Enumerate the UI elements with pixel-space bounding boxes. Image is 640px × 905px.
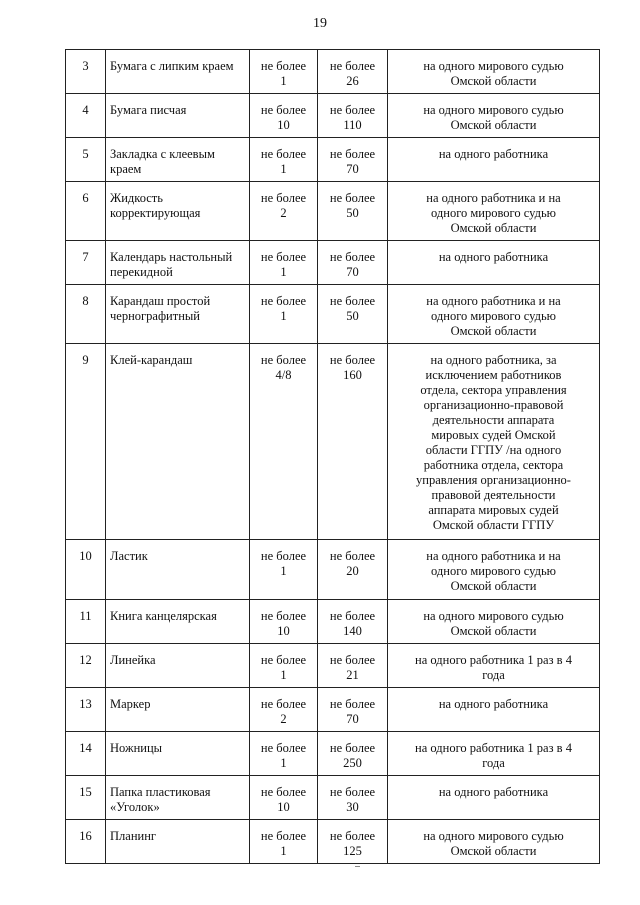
table-row bbox=[66, 50, 600, 94]
item-quantity-cell bbox=[250, 94, 318, 138]
item-name-cell bbox=[106, 50, 250, 94]
item-recipient: на одного мирового судью Омской области bbox=[423, 59, 564, 88]
item-quantity-cell bbox=[250, 820, 318, 864]
item-price-limit-cell bbox=[318, 688, 388, 732]
item-recipient-cell bbox=[388, 94, 600, 138]
row-number-cell bbox=[66, 688, 106, 732]
item-recipient: на одного работника bbox=[438, 697, 549, 711]
item-price-limit-cell bbox=[318, 285, 388, 344]
row-number-cell bbox=[66, 540, 106, 600]
table-row bbox=[66, 285, 600, 344]
item-recipient: на одного работника и на одного мирового судью Омской области bbox=[426, 549, 561, 593]
item-recipient: на одного мирового судью Омской области bbox=[423, 609, 564, 638]
item-quantity-cell bbox=[250, 344, 318, 540]
row-number: 8 bbox=[82, 294, 89, 308]
table-row bbox=[66, 540, 600, 600]
item-name: Планинг bbox=[110, 829, 157, 843]
item-price-limit: не более 70 bbox=[329, 697, 376, 726]
item-price-limit-cell bbox=[318, 540, 388, 600]
item-quantity-cell bbox=[250, 285, 318, 344]
item-recipient: на одного работника bbox=[438, 250, 549, 264]
table-row bbox=[66, 182, 600, 241]
item-name-cell bbox=[106, 285, 250, 344]
item-recipient-cell bbox=[388, 138, 600, 182]
item-name: Клей-карандаш bbox=[110, 353, 193, 367]
item-recipient-cell bbox=[388, 600, 600, 644]
item-price-limit: не более 140 bbox=[329, 609, 376, 638]
item-quantity: не более 1 bbox=[260, 829, 307, 858]
table-row bbox=[66, 241, 600, 285]
item-price-limit: не более 21 bbox=[329, 653, 376, 682]
item-recipient-cell bbox=[388, 285, 600, 344]
item-quantity: не более 1 bbox=[260, 653, 307, 682]
table-row bbox=[66, 344, 600, 540]
item-quantity-cell bbox=[250, 644, 318, 688]
item-quantity: не более 1 bbox=[260, 741, 307, 770]
item-quantity: не более 4/8 bbox=[260, 353, 307, 382]
row-number-cell bbox=[66, 776, 106, 820]
item-name-cell bbox=[106, 540, 250, 600]
item-name: Бумага писчая bbox=[110, 103, 187, 117]
row-number: 13 bbox=[79, 697, 92, 711]
item-recipient-cell bbox=[388, 688, 600, 732]
item-name: Ластик bbox=[110, 549, 148, 563]
item-name-cell bbox=[106, 182, 250, 241]
item-quantity-cell bbox=[250, 688, 318, 732]
item-name-cell bbox=[106, 776, 250, 820]
item-quantity: не более 10 bbox=[260, 609, 307, 638]
item-name: Карандаш простой чернографитный bbox=[110, 294, 211, 323]
item-price-limit: не более 20 bbox=[329, 549, 376, 578]
item-name-cell bbox=[106, 820, 250, 864]
table-body bbox=[66, 50, 600, 864]
item-price-limit-cell bbox=[318, 182, 388, 241]
row-number-cell bbox=[66, 94, 106, 138]
item-quantity-cell bbox=[250, 138, 318, 182]
item-name: Маркер bbox=[110, 697, 151, 711]
item-price-limit: не более 50 bbox=[329, 191, 376, 220]
item-quantity: не более 1 bbox=[260, 147, 307, 176]
item-quantity-cell bbox=[250, 776, 318, 820]
item-recipient-cell bbox=[388, 820, 600, 864]
item-name: Книга канцелярская bbox=[110, 609, 217, 623]
item-price-limit: не более 70 bbox=[329, 147, 376, 176]
item-name: Ножницы bbox=[110, 741, 163, 755]
row-number-cell bbox=[66, 138, 106, 182]
item-name-cell bbox=[106, 600, 250, 644]
row-number: 12 bbox=[79, 653, 92, 667]
row-number-cell bbox=[66, 344, 106, 540]
item-recipient-cell bbox=[388, 182, 600, 241]
table-row bbox=[66, 600, 600, 644]
row-number-cell bbox=[66, 285, 106, 344]
item-price-limit: не более 70 bbox=[329, 250, 376, 279]
row-number: 6 bbox=[82, 191, 89, 205]
item-quantity: не более 10 bbox=[260, 103, 307, 132]
item-recipient: на одного работника, за исключением работников отдела, сектора управления организационно-правовой деятельности аппарата мировых судей Омской области ГГПУ /на одного работника отдела, сектора управления организационно- правовой деятельности аппарата мировых судей Омской области ГГПУ bbox=[416, 353, 571, 532]
row-number-cell bbox=[66, 182, 106, 241]
item-recipient-cell bbox=[388, 644, 600, 688]
item-price-limit: не более 125 bbox=[329, 829, 376, 858]
item-price-limit: не более 26 bbox=[329, 59, 376, 88]
item-price-limit-cell bbox=[318, 138, 388, 182]
item-price-limit: не более 250 bbox=[329, 741, 376, 770]
table-row bbox=[66, 688, 600, 732]
item-price-limit: не более 110 bbox=[329, 103, 376, 132]
row-number: 9 bbox=[82, 353, 89, 367]
item-recipient: на одного мирового судью Омской области bbox=[423, 829, 564, 858]
item-recipient-cell bbox=[388, 344, 600, 540]
item-price-limit: не более 50 bbox=[329, 294, 376, 323]
item-quantity: не более 1 bbox=[260, 250, 307, 279]
row-number: 7 bbox=[82, 250, 89, 264]
item-recipient-cell bbox=[388, 241, 600, 285]
table-row bbox=[66, 94, 600, 138]
item-price-limit: не более 160 bbox=[329, 353, 376, 382]
item-price-limit-cell bbox=[318, 50, 388, 94]
item-recipient: на одного работника bbox=[438, 785, 549, 799]
item-quantity: не более 2 bbox=[260, 697, 307, 726]
item-name-cell bbox=[106, 138, 250, 182]
item-name-cell bbox=[106, 644, 250, 688]
item-name: Папка пластиковая «Уголок» bbox=[110, 785, 211, 814]
supplies-norms-table bbox=[65, 49, 600, 864]
item-quantity: не более 2 bbox=[260, 191, 307, 220]
row-number: 11 bbox=[79, 609, 92, 623]
item-recipient: на одного работника 1 раз в 4 года bbox=[415, 653, 572, 682]
row-number-cell bbox=[66, 644, 106, 688]
item-recipient: на одного работника и на одного мирового судью Омской области bbox=[426, 191, 561, 235]
item-quantity-cell bbox=[250, 540, 318, 600]
row-number: 14 bbox=[79, 741, 92, 755]
row-number-cell bbox=[66, 820, 106, 864]
item-quantity: не более 1 bbox=[260, 294, 307, 323]
item-price-limit-cell bbox=[318, 644, 388, 688]
item-name: Закладка с клеевым краем bbox=[110, 147, 215, 176]
item-quantity-cell bbox=[250, 50, 318, 94]
item-recipient-cell bbox=[388, 540, 600, 600]
item-recipient: на одного работника и на одного мирового судью Омской области bbox=[426, 294, 561, 338]
item-price-limit-cell bbox=[318, 94, 388, 138]
row-number-cell bbox=[66, 600, 106, 644]
item-quantity: не более 1 bbox=[260, 549, 307, 578]
item-price-limit-cell bbox=[318, 344, 388, 540]
row-number-cell bbox=[66, 241, 106, 285]
item-quantity-cell bbox=[250, 241, 318, 285]
item-name-cell bbox=[106, 688, 250, 732]
item-quantity-cell bbox=[250, 600, 318, 644]
item-name-cell bbox=[106, 344, 250, 540]
table-row bbox=[66, 820, 600, 864]
item-price-limit-cell bbox=[318, 600, 388, 644]
item-quantity: не более 10 bbox=[260, 785, 307, 814]
table-row bbox=[66, 776, 600, 820]
row-number: 5 bbox=[82, 147, 89, 161]
table-row bbox=[66, 732, 600, 776]
item-recipient: на одного мирового судью Омской области bbox=[423, 103, 564, 132]
item-price-limit-cell bbox=[318, 776, 388, 820]
item-recipient: на одного работника 1 раз в 4 года bbox=[415, 741, 572, 770]
item-quantity-cell bbox=[250, 182, 318, 241]
item-name: Бумага с липким краем bbox=[110, 59, 234, 73]
item-recipient-cell bbox=[388, 50, 600, 94]
item-price-limit-cell bbox=[318, 732, 388, 776]
scan-artifact bbox=[355, 866, 360, 867]
row-number: 10 bbox=[79, 549, 92, 563]
item-name-cell bbox=[106, 241, 250, 285]
table-row bbox=[66, 138, 600, 182]
item-quantity-cell bbox=[250, 732, 318, 776]
item-name-cell bbox=[106, 94, 250, 138]
item-price-limit: не более 30 bbox=[329, 785, 376, 814]
item-name: Линейка bbox=[110, 653, 156, 667]
item-name: Календарь настольный перекидной bbox=[110, 250, 233, 279]
row-number-cell bbox=[66, 50, 106, 94]
item-name-cell bbox=[106, 732, 250, 776]
row-number: 3 bbox=[82, 59, 89, 73]
item-price-limit-cell bbox=[318, 820, 388, 864]
item-recipient: на одного работника bbox=[438, 147, 549, 161]
item-name: Жидкость корректирующая bbox=[110, 191, 201, 220]
row-number-cell bbox=[66, 732, 106, 776]
row-number: 16 bbox=[79, 829, 92, 843]
item-quantity: не более 1 bbox=[260, 59, 307, 88]
table-row bbox=[66, 644, 600, 688]
row-number: 15 bbox=[79, 785, 92, 799]
row-number: 4 bbox=[82, 103, 89, 117]
item-price-limit-cell bbox=[318, 241, 388, 285]
item-recipient-cell bbox=[388, 732, 600, 776]
item-recipient-cell bbox=[388, 776, 600, 820]
page-number: 19 bbox=[313, 16, 327, 31]
